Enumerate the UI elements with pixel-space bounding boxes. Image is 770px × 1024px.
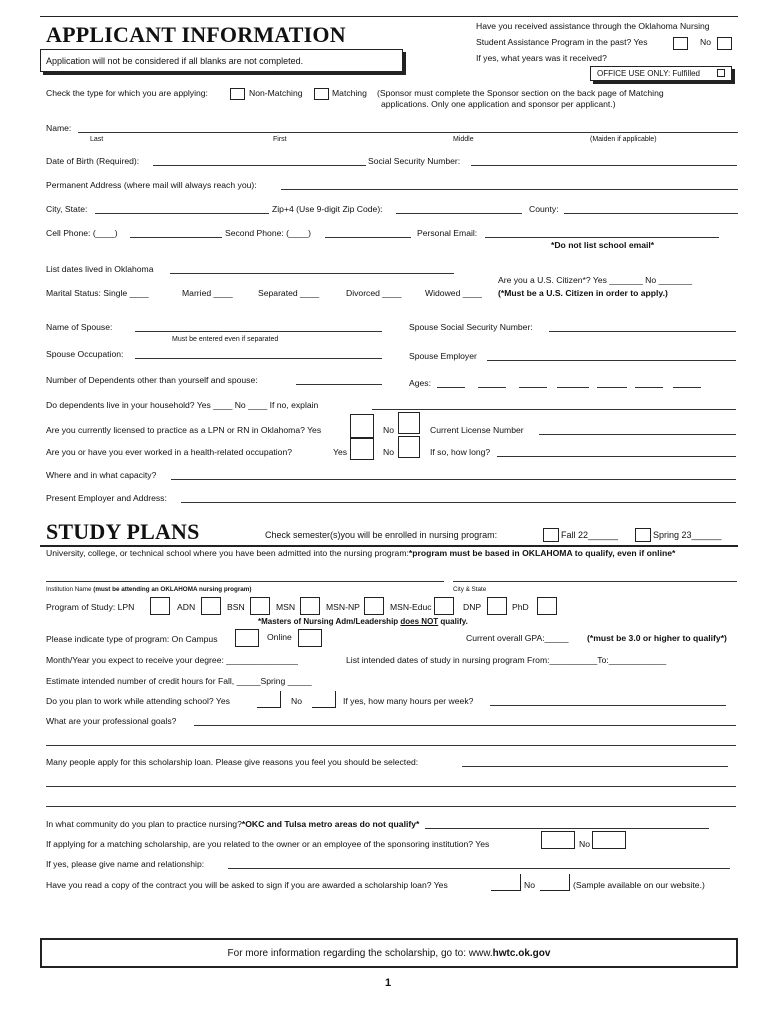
city-label: City, State: [46,204,88,214]
spouse-employer-label: Spouse Employer [409,351,477,361]
assist-question-line1: Have you received assistance through the Oklahoma Nursing [476,21,710,31]
msn-educ-label: MSN-Educ [390,602,432,612]
health-no-checkbox[interactable] [398,436,420,458]
related-yes-checkbox[interactable] [541,831,575,849]
license-number-label: Current License Number [430,425,524,435]
notice-box [40,49,403,72]
bsn-checkbox[interactable] [250,597,270,615]
name-label: Name: [46,123,72,133]
sponsor-note-line1: (Sponsor must complete the Sponsor section on the back page of Matching [377,88,664,98]
cell-phone-field[interactable] [130,237,222,238]
dependents-label: Number of Dependents other than yourself and spouse: [46,375,258,385]
ssn-label: Social Security Number: [368,156,461,166]
zip-label: Zip+4 (Use 9-digit Zip Code): [272,204,383,214]
bsn-label: BSN [227,602,245,612]
matching-checkbox[interactable] [314,88,329,100]
reasons-label: Many people apply for this scholarship loan. Please give reasons you feel you should be selected: [46,757,419,767]
on-campus-checkbox[interactable] [235,629,259,647]
reasons-field-3[interactable] [46,806,736,807]
office-use-label: OFFICE USE ONLY: Fulfilled [597,69,700,78]
msn-educ-checkbox[interactable] [434,597,454,615]
city-state-caption: City & State [453,586,487,593]
license-question: Are you currently licensed to practice as a LPN or RN in Oklahoma? Yes [46,425,322,435]
online-checkbox[interactable] [298,629,322,647]
second-phone-label: Second Phone: (____) [225,228,312,238]
license-no-label: No [383,425,394,435]
admitted-question: University, college, or technical school where you have been admitted into the nursing program:*program must be based in OKLAHOMA to qualify, even if online* [46,548,676,558]
where-capacity-field[interactable] [171,479,736,480]
top-rule [40,16,738,17]
perm-address-label: Permanent Address (where mail will always reach you): [46,180,257,190]
gpa-note: (*must be 3.0 or higher to qualify*) [587,633,727,643]
community-field[interactable] [425,828,709,829]
hours-per-week-field[interactable] [490,705,726,706]
marital-widowed: Widowed ____ [425,288,482,298]
name-field[interactable] [78,132,738,133]
online-label: Online [267,632,292,642]
work-yes-checkbox[interactable] [257,691,281,708]
spouse-name-label: Name of Spouse: [46,322,113,332]
dob-field[interactable] [153,165,366,166]
city-field[interactable] [95,213,269,214]
study-dates-label: List intended dates of study in nursing program From:__________To:____________ [346,655,667,665]
dnp-label: DNP [463,602,482,612]
spouse-name-field[interactable] [135,331,382,332]
adn-label: ADN [177,602,196,612]
assist-yes-checkbox[interactable] [673,37,688,50]
work-question: Do you plan to work while attending school? Yes [46,696,230,706]
assist-question-line2: Student Assistance Program in the past? Yes [476,37,648,47]
spouse-name-note: Must be entered even if separated [172,336,279,343]
age-field-6[interactable] [635,387,663,388]
dependents-field[interactable] [296,384,382,385]
spring-label: Spring 23______ [653,530,722,540]
institution-name-caption: Institution Name (must be attending an OKLAHOMA nursing program) [46,586,252,593]
dob-label: Date of Birth (Required): [46,156,140,166]
email-note: *Do not list school email* [551,240,655,250]
age-field-2[interactable] [478,387,506,388]
msn-label: MSN [276,602,296,612]
contract-no-label: No [524,880,535,890]
lpn-checkbox[interactable] [150,597,170,615]
contract-yes-checkbox[interactable] [491,874,521,891]
email-label: Personal Email: [417,228,478,238]
non-matching-checkbox[interactable] [230,88,245,100]
institution-city-state-field[interactable] [453,581,737,582]
health-occupation-question: Are you or have you ever worked in a health-related occupation? [46,447,293,457]
program-of-study-label: Program of Study: LPN [46,602,135,612]
present-employer-field[interactable] [181,502,736,503]
goals-field-1[interactable] [194,725,736,726]
zip-field[interactable] [396,213,522,214]
page-number: 1 [385,977,392,989]
program-type-label: Please indicate type of program: On Campus [46,634,218,644]
sponsor-note-line2: applications. Only one application and sponsor per applicant.) [381,99,616,109]
dates-oklahoma-label: List dates lived in Oklahoma [46,264,154,274]
applying-prompt: Check the type for which you are applying: [46,88,208,98]
name-first-caption: First [273,136,287,143]
county-label: County: [529,204,559,214]
spouse-occupation-label: Spouse Occupation: [46,349,124,359]
health-yes-label: Yes [333,447,348,457]
masters-note: *Masters of Nursing Adm/Leadership does NOT qualify. [258,617,468,626]
age-field-7[interactable] [673,387,701,388]
office-use-box [590,66,732,81]
msn-np-checkbox[interactable] [364,597,384,615]
how-long-field[interactable] [497,456,736,457]
fall-label: Fall 22______ [561,530,619,540]
notice-text: Application will not be considered if all blanks are not completed. [46,56,304,66]
work-no-checkbox[interactable] [312,691,336,708]
license-yes-checkbox[interactable] [350,414,374,438]
non-matching-label: Non-Matching [249,88,303,98]
fall-checkbox[interactable] [543,528,559,542]
footer-info-box [40,938,738,968]
spring-checkbox[interactable] [635,528,651,542]
phd-checkbox[interactable] [537,597,557,615]
license-no-checkbox[interactable] [398,412,420,434]
name-middle-caption: Middle [453,136,474,143]
spouse-occupation-field[interactable] [135,358,382,359]
ssn-field[interactable] [471,165,737,166]
dates-oklahoma-field[interactable] [170,273,454,274]
dnp-checkbox[interactable] [487,597,507,615]
related-no-checkbox[interactable] [592,831,626,849]
msn-np-label: MSN-NP [326,602,360,612]
present-employer-label: Present Employer and Address: [46,493,167,503]
dependents-household-question: Do dependents live in your household? Yes ____ No ____ If no, explain [46,400,319,410]
age-field-1[interactable] [437,387,465,388]
perm-address-field[interactable] [281,189,738,190]
spouse-employer-field[interactable] [487,360,736,361]
health-no-label: No [383,447,394,457]
age-field-5[interactable] [597,387,627,388]
name-last-caption: Last [90,136,104,143]
website-link[interactable]: hwtc.ok.gov [492,948,551,959]
contract-note: (Sample available on our website.) [573,880,705,890]
office-use-checkbox[interactable] [717,69,725,77]
semester-question: Check semester(s)you will be enrolled in nursing program: [265,530,498,540]
relationship-field[interactable] [228,868,730,869]
license-number-field[interactable] [539,434,736,435]
work-no-label: No [291,696,302,706]
degree-date-label: Month/Year you expect to receive your degree: _______________ [46,655,298,665]
marital-married: Married ____ [182,288,233,298]
cell-phone-label: Cell Phone: (____) [46,228,118,238]
study-plans-rule [40,545,738,547]
reasons-field-1[interactable] [462,766,728,767]
marital-status-label: Marital Status: Single ____ [46,288,149,298]
section-title-study-plans: STUDY PLANS [46,519,200,544]
contract-question: Have you read a copy of the contract you will be asked to sign if you are awarded a scholarship loan? Yes [46,880,448,890]
age-field-3[interactable] [519,387,547,388]
dependents-explain-field[interactable] [372,409,736,410]
contract-no-checkbox[interactable] [540,874,570,891]
health-yes-checkbox[interactable] [350,438,374,460]
spouse-ssn-field[interactable] [549,331,736,332]
goals-label: What are your professional goals? [46,716,177,726]
credit-hours-label: Estimate intended number of credit hours for Fall, _____Spring _____ [46,676,312,686]
matching-label: Matching [332,88,367,98]
institution-name-field[interactable] [46,581,444,582]
community-question: In what community do you plan to practice nursing?*OKC and Tulsa metro areas do not qualify* [46,819,420,829]
relationship-label: If yes, please give name and relationship: [46,859,205,869]
email-field[interactable] [485,237,719,238]
msn-checkbox[interactable] [300,597,320,615]
age-field-4[interactable] [557,387,589,388]
section-title-applicant: APPLICANT INFORMATION [46,22,346,47]
name-maiden-caption: (Maiden if applicable) [590,136,657,143]
adn-checkbox[interactable] [201,597,221,615]
goals-field-2[interactable] [46,745,736,746]
how-long-label: If so, how long? [430,447,491,457]
phd-label: PhD [512,602,529,612]
county-field[interactable] [564,213,738,214]
assist-no-label: No [700,37,711,47]
assist-no-checkbox[interactable] [717,37,732,50]
gpa-label: Current overall GPA:_____ [466,633,569,643]
marital-separated: Separated ____ [258,288,320,298]
related-question: If applying for a matching scholarship, are you related to the owner or an employee of the sponsoring institution? Yes [46,839,490,849]
second-phone-field[interactable] [325,237,411,238]
marital-divorced: Divorced ____ [346,288,402,298]
where-capacity-label: Where and in what capacity? [46,470,157,480]
footer-info-text: For more information regarding the scholarship, go to: www.hwtc.ok.gov [227,948,551,959]
citizen-question: Are you a U.S. Citizen*? Yes _______ No _______ [498,275,692,285]
ages-label: Ages: [409,378,431,388]
related-no-label: No [579,839,590,849]
years-question: If yes, what years was it received? [476,53,607,63]
citizen-note: (*Must be a U.S. Citizen in order to apply.) [498,288,668,298]
hours-per-week-label: If yes, how many hours per week? [343,696,474,706]
spouse-ssn-label: Spouse Social Security Number: [409,322,533,332]
reasons-field-2[interactable] [46,786,736,787]
